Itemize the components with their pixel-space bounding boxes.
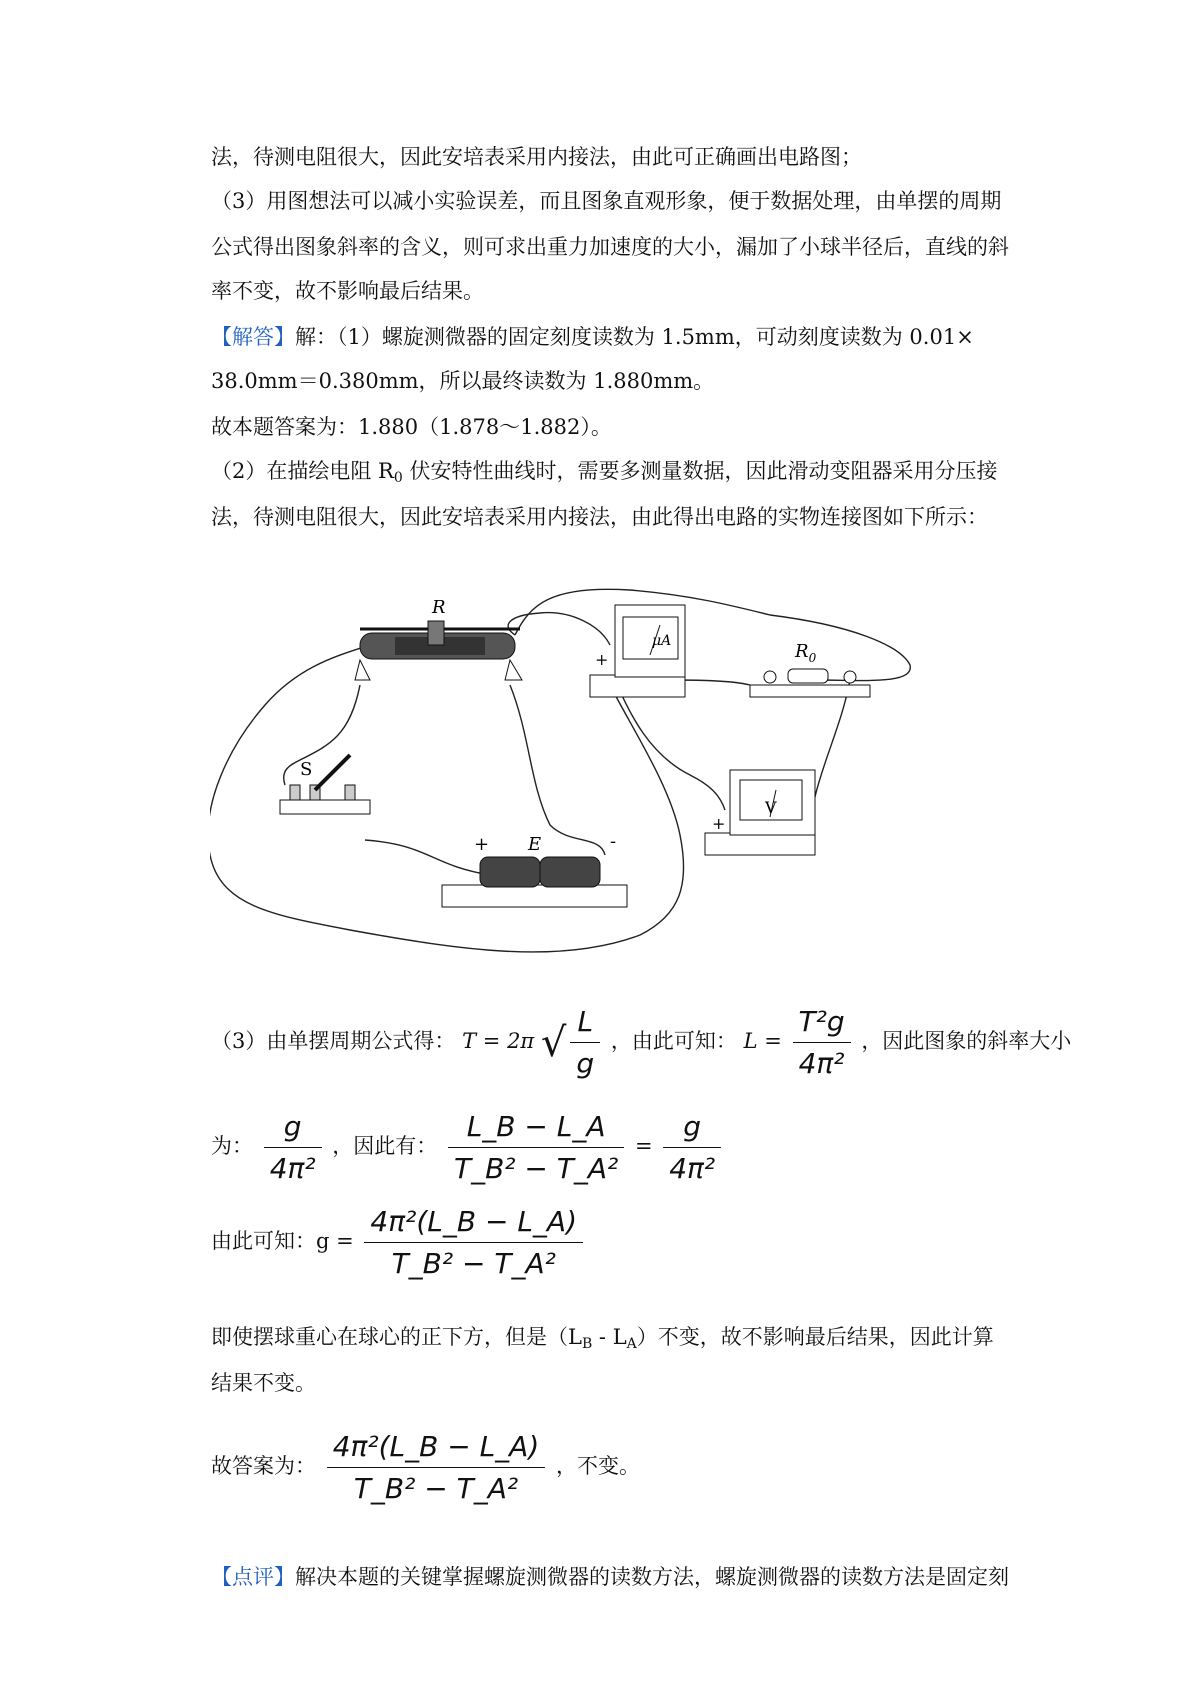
battery — [442, 831, 627, 907]
math-equals: = — [634, 1134, 653, 1158]
fraction-g-over-4pi2-b — [663, 1110, 721, 1185]
text-part: ，因此有： — [332, 1134, 438, 1158]
numerator: 4π²(L_B − L_A) — [327, 1430, 546, 1468]
rheostat — [355, 597, 522, 680]
battery-minus: - — [610, 831, 617, 852]
wire — [615, 680, 725, 810]
text-line-10 — [211, 1322, 994, 1359]
denominator: g — [576, 1047, 595, 1080]
denominator: 4π² — [669, 1152, 716, 1185]
fraction-L-over-g — [570, 1005, 600, 1080]
math-2pi: 2π — [507, 1029, 535, 1053]
fraction-answer — [327, 1430, 546, 1505]
text-part: 故答案为： — [211, 1454, 316, 1478]
text-line-11: 结果不变。 — [211, 1371, 316, 1395]
ammeter-plus: + — [595, 650, 609, 669]
text-part: 由此可知：g — [211, 1229, 337, 1253]
math-T: T — [462, 1029, 477, 1053]
text-part: 即使摆球重心在球心的正下方，但是（L — [211, 1325, 582, 1349]
sqrt-symbol: √ — [540, 1019, 567, 1066]
subscript: B — [581, 1336, 593, 1352]
resistor-letter: R — [795, 641, 809, 662]
answer-text: 解：（1）螺旋测微器的固定刻度读数为 1.5mm，可动刻度读数为 0.01× — [295, 325, 974, 349]
fraction-T2g-over-4pi2 — [793, 1005, 851, 1080]
text-line-6: 38.0mm＝0.380mm，所以最终读数为 1.880mm。 — [211, 369, 715, 393]
answer-tag: 【解答】 — [211, 325, 295, 349]
wire — [810, 680, 850, 835]
text-line-7: 故本题答案为：1.880（1.878～1.882）。 — [211, 415, 612, 439]
text-part: ，由此可知： — [610, 1029, 737, 1053]
wire — [510, 685, 605, 855]
fraction-g-over-4pi2 — [264, 1110, 322, 1185]
fraction-g-result — [364, 1205, 583, 1280]
wire — [508, 613, 610, 645]
numerator: g — [663, 1110, 721, 1148]
resistor-sub: 0 — [808, 651, 817, 665]
resistor-label — [794, 641, 817, 665]
text-line-12 — [211, 1562, 1009, 1592]
subscript: A — [626, 1336, 637, 1352]
ammeter-label: μA — [652, 633, 672, 649]
denominator: T_B² − T_A² — [391, 1247, 556, 1280]
answer-equation — [211, 1430, 640, 1505]
ammeter — [590, 605, 685, 697]
switch-label: S — [300, 759, 313, 780]
text-line-9: 法，待测电阻很大，因此安培表采用内接法，由此得出电路的实物连接图如下所示： — [211, 505, 988, 529]
text-line-4: 率不变，故不影响最后结果。 — [211, 279, 484, 303]
text-part: （3）由单摆周期公式得： — [211, 1029, 456, 1053]
math-L: L — [743, 1029, 758, 1053]
numerator: L_B − L_A — [448, 1110, 624, 1148]
equation-line-2 — [211, 1110, 725, 1185]
battery-label: E — [528, 834, 542, 855]
numerator: g — [264, 1110, 322, 1148]
subscript: 0 — [393, 470, 403, 486]
text-part: ，不变。 — [555, 1454, 640, 1478]
comment-tag: 【点评】 — [211, 1565, 295, 1589]
voltmeter — [705, 770, 815, 855]
wire — [365, 840, 490, 875]
wire — [284, 685, 360, 785]
numerator: L — [570, 1005, 600, 1043]
text-line-5 — [211, 322, 974, 352]
comment-text: 解决本题的关键掌握螺旋测微器的读数方法，螺旋测微器的读数方法是固定刻 — [295, 1565, 1009, 1589]
voltmeter-plus: + — [712, 814, 726, 833]
numerator: 4π²(L_B − L_A) — [364, 1205, 583, 1243]
denominator: T_B² − T_A² — [353, 1472, 519, 1505]
denominator: 4π² — [269, 1152, 316, 1185]
text-part: ）不变，故不影响最后结果，因此计算 — [636, 1325, 994, 1349]
fraction-LB-LA-over-TB2-TA2 — [448, 1110, 624, 1185]
text-line-2: （3）用图想法可以减小实验误差，而且图象直观形象，便于数据处理，由单摆的周期 — [211, 189, 1002, 213]
text-part: ，因此图象的斜率大小 — [861, 1029, 1072, 1053]
text-line-8 — [211, 456, 997, 493]
battery-plus: + — [474, 834, 490, 855]
math-equals: = — [764, 1029, 782, 1053]
text-line-3: 公式得出图象斜率的含义，则可求出重力加速度的大小，漏加了小球半径后，直线的斜 — [211, 235, 1009, 259]
math-equals: = — [336, 1229, 354, 1253]
voltmeter-label: V — [765, 798, 777, 817]
text-part: 伏安特性曲线时，需要多测量数据，因此滑动变阻器采用分压接 — [402, 459, 998, 483]
denominator: T_B² − T_A² — [453, 1152, 619, 1185]
wire — [515, 589, 910, 680]
resistor — [750, 641, 870, 697]
text-part: （2）在描绘电阻 R — [211, 459, 394, 483]
equation-line-3 — [211, 1205, 587, 1280]
numerator: T²g — [793, 1005, 851, 1043]
equation-line-1 — [211, 1005, 1071, 1080]
circuit-diagram — [210, 585, 930, 975]
rheostat-label: R — [432, 597, 446, 618]
text-part: - L — [592, 1325, 627, 1349]
text-part: 为： — [211, 1134, 253, 1158]
text-line-1: 法，待测电阻很大，因此安培表采用内接法，由此可正确画出电路图； — [211, 145, 862, 169]
math-equals: = — [482, 1029, 501, 1053]
denominator: 4π² — [798, 1047, 845, 1080]
